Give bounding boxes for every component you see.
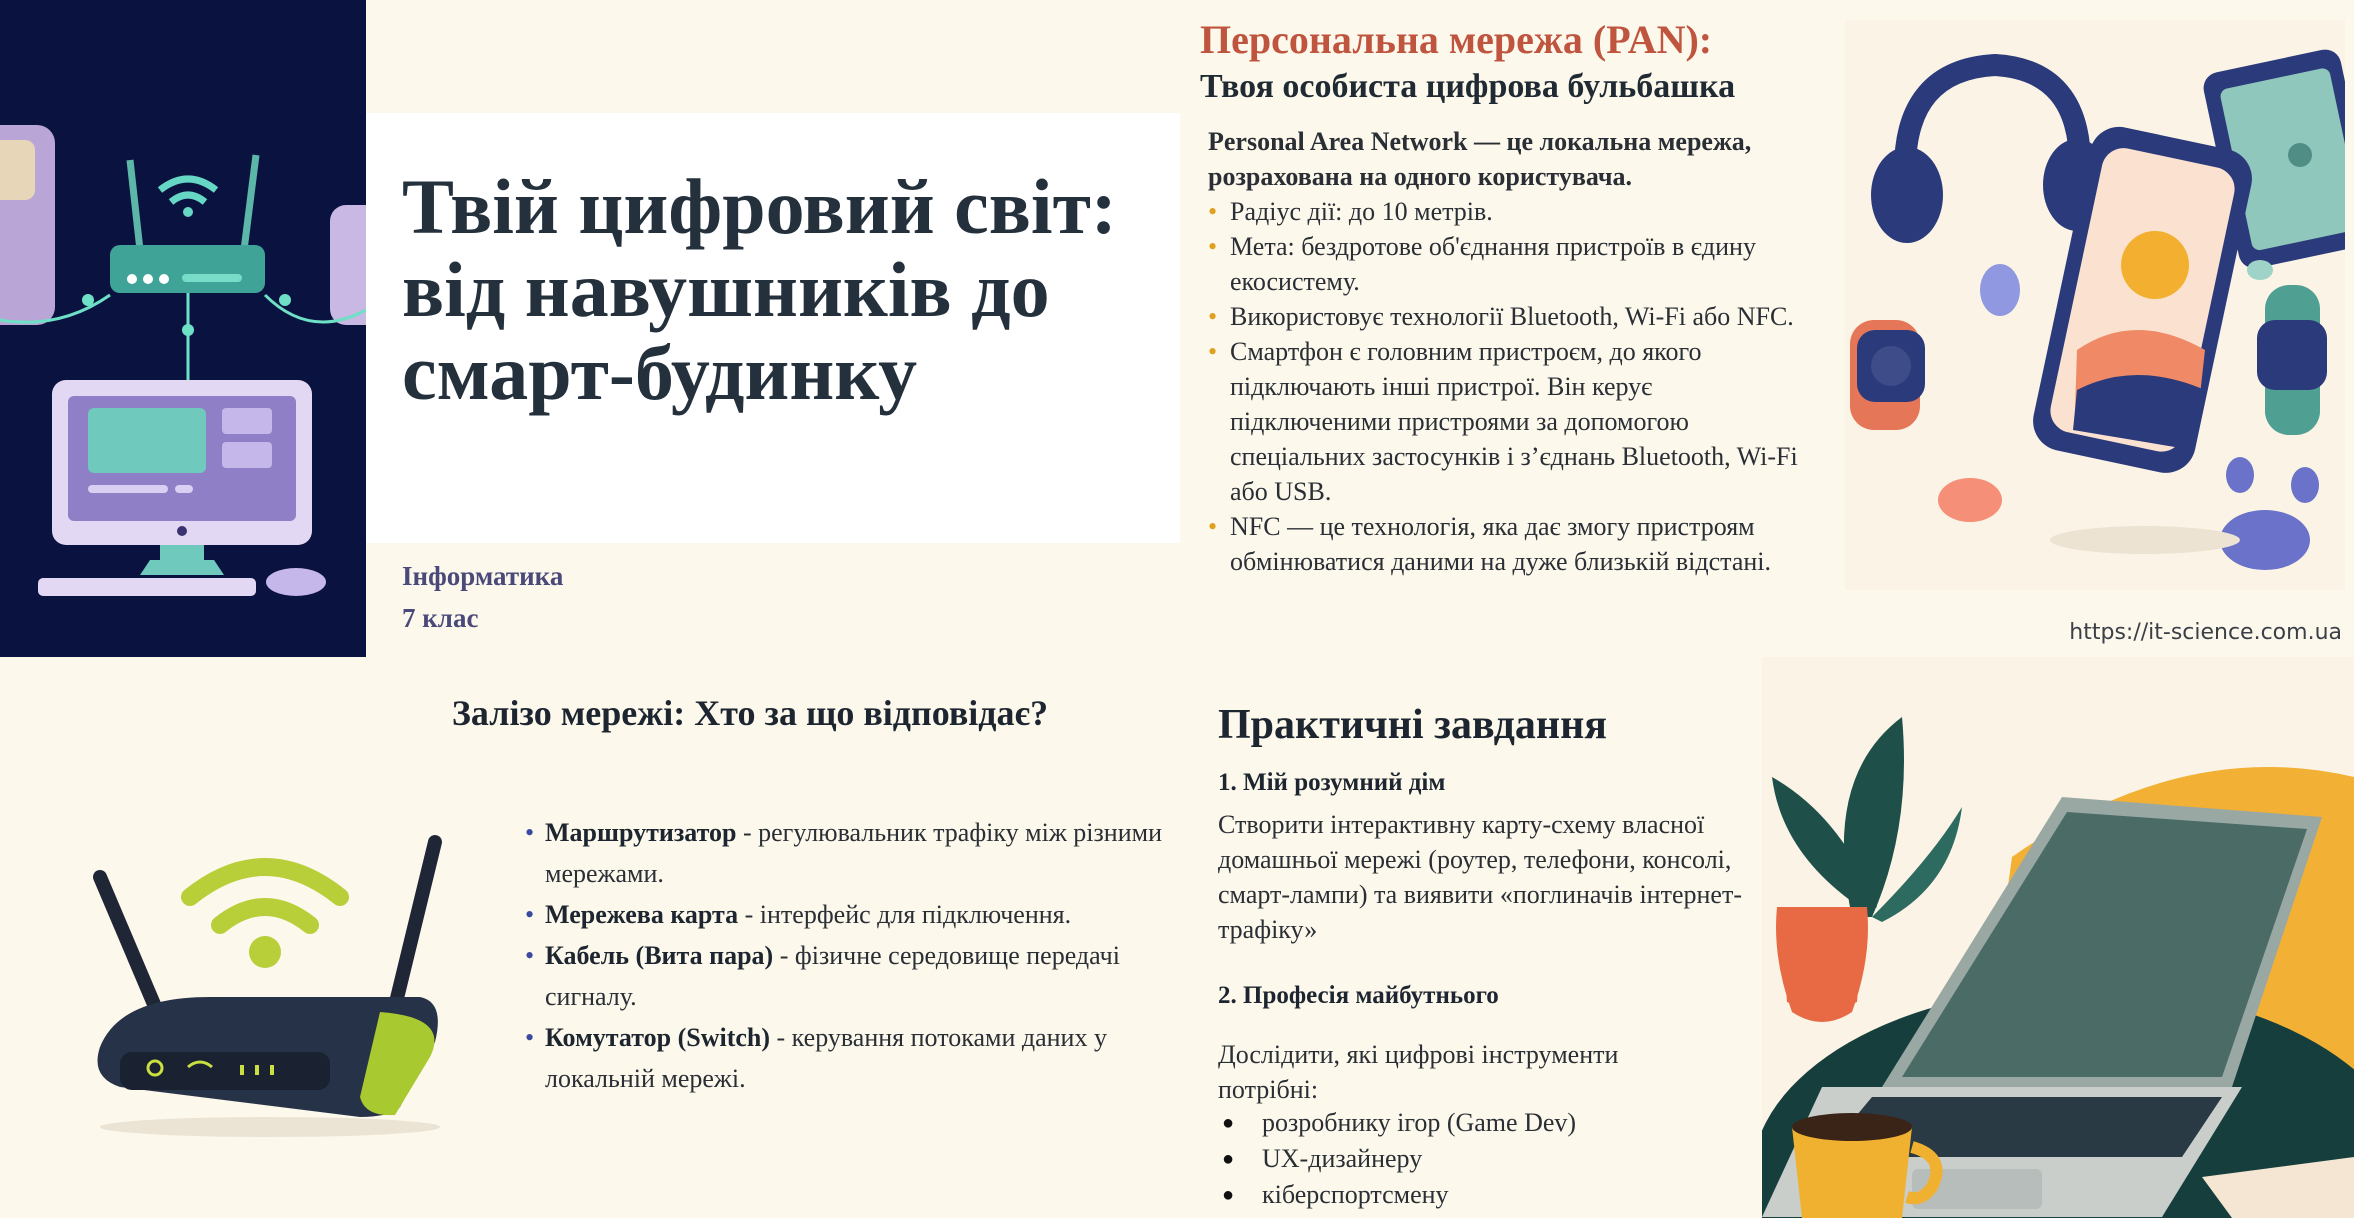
list-item: ● кіберспортсмену (1222, 1177, 1576, 1213)
title-slide (0, 0, 1180, 657)
term: Мережева карта (545, 900, 739, 929)
term: Комутатор (Switch) (545, 1023, 771, 1052)
term: Кабель (Вита пара) (545, 941, 774, 970)
grade-label: 7 клас (402, 603, 479, 633)
pan-body (1208, 124, 1818, 579)
task2-title: 2. Професія майбутнього (1218, 982, 1499, 1009)
list-item: • Використовує технології Bluetooth, Wi-Fi або NFC. (1208, 299, 1818, 334)
subject-block (402, 555, 563, 639)
list-item (525, 935, 1165, 1017)
task2-desc: Дослідити, які цифрові інструменти потрібні: (1218, 1040, 1619, 1104)
slide-title: Твій цифровий світ: від навушників до смарт-будинку (402, 163, 1117, 416)
laptop-icon (1762, 657, 2354, 1218)
term-desc: - керування потоками даних у локальній мережі. (545, 1023, 1107, 1093)
list-item: • Мета: бездротове об'єднання пристроїв в єдину екосистему. (1208, 229, 1818, 299)
router-illustration (60, 797, 480, 1137)
task1-title: 1. Мій розумний дім (1218, 769, 1446, 796)
term-desc: - інтерфейс для підключення. (738, 900, 1072, 929)
hardware-slide (0, 657, 1180, 1218)
list-item: • NFC — це технологія, яка дає змогу пристроям обмінюватися даними на дуже близькій відстані. (1208, 509, 1818, 579)
list-item: • Радіус дії: до 10 метрів. (1208, 194, 1818, 229)
site-url[interactable]: https://it-science.com.ua (2069, 620, 2342, 645)
list-item (525, 812, 1165, 894)
list-item (525, 1017, 1165, 1099)
subject-label: Інформатика (402, 561, 564, 591)
list-item: ● UX-дизайнеру (1222, 1141, 1576, 1177)
tasks-slide (1180, 657, 2354, 1218)
tasks-heading: Практичні завдання (1218, 702, 1607, 748)
hardware-list (525, 812, 1165, 1099)
hardware-heading: Залізо мережі: Хто за що відповідає? (451, 693, 1049, 733)
laptop-illustration (1762, 657, 2354, 1218)
term: Маршрутизатор (545, 818, 737, 847)
pan-subheading: Твоя особиста цифрова бульбашка (1200, 68, 1736, 105)
pan-slide (1180, 0, 2354, 657)
task1-desc: Створити інтерактивну карту-схему власної домашньої мережі (роутер, телефони, консолі, смарт-лампи) та виявити «поглиначів інтернет-трафіку» (1218, 810, 1742, 944)
list-item (525, 894, 1165, 935)
list-item: • Смартфон є головним пристроєм, до якого підключають інші пристрої. Він керує підключеними пристроями за допомогою спеціальних застосунків і з’єднань Bluetooth, Wi-Fi або USB. (1208, 334, 1818, 509)
term-desc: - регулювальник трафіку між різними мережами. (545, 818, 1162, 888)
router-computer-icon (0, 0, 366, 657)
devices-icon (1845, 20, 2345, 590)
devices-illustration (1845, 20, 2345, 590)
list-item: ● розробнику ігор (Game Dev) (1222, 1105, 1576, 1141)
pan-intro: Personal Area Network — це локальна мережа, розрахована на одного користувача. (1208, 127, 1752, 191)
pan-bullets (1208, 194, 1818, 579)
pan-heading: Персональна мережа (PAN): (1200, 17, 1713, 62)
network-illustration (0, 0, 366, 657)
router-icon (60, 797, 480, 1137)
term-desc: - фізичне середовище передачі сигналу. (545, 941, 1120, 1011)
professions-list (1222, 1105, 1576, 1213)
